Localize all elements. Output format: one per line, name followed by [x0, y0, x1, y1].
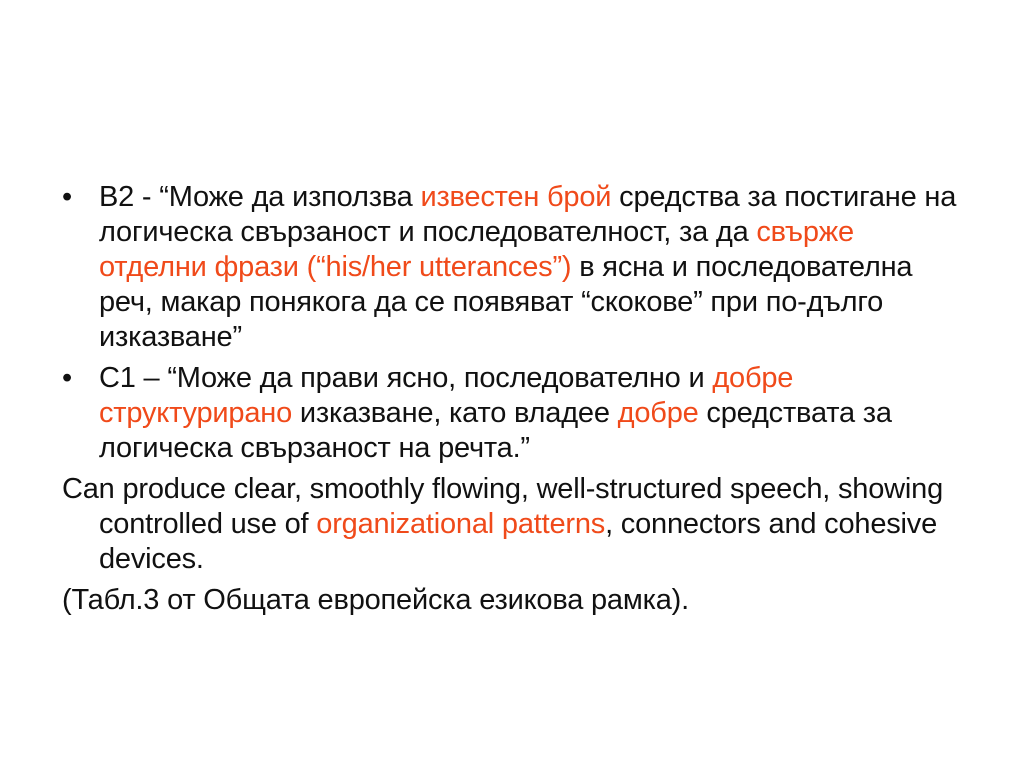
bullet-icon: • — [62, 181, 72, 213]
b2-text-3: в ясна и последователна реч, макар понякога да се появяват “скокове” при по-дълго изказване” — [99, 251, 913, 353]
b2-text-1: B2 - “Може да използва — [99, 181, 421, 213]
en-text-1: Can produce clear, smoothly flowing, well-structured speech, showing controlled use of — [62, 473, 944, 540]
b2-highlight-2: свърже отделни фрази (“his/her utterances”) — [99, 216, 854, 283]
c1-text-3: средствата за логическа свързаност на речта.” — [99, 397, 892, 464]
en-text-2: , connectors and cohesive devices. — [99, 508, 938, 575]
c1-text-1: C1 – “Може да прави ясно, последователно и — [99, 362, 713, 394]
c1-text-2: изказване, като владее — [292, 397, 618, 429]
c1-highlight-1: добре структурирано — [99, 362, 794, 429]
source-text: (Табл.3 от Общата европейска езикова рамка). — [62, 584, 689, 616]
c1-highlight-2: добре — [617, 397, 699, 429]
b2-text-2: средства за постигане на логическа свързаност и последователност, за да — [99, 181, 957, 248]
b2-highlight-1: известен брой — [420, 181, 612, 213]
bullet-icon: • — [62, 362, 72, 394]
bullet-b2 — [62, 180, 962, 355]
en-highlight-1: organizational patterns — [316, 508, 606, 540]
bullet-c1 — [62, 361, 962, 466]
source-note — [62, 583, 962, 618]
slide-content — [62, 180, 962, 624]
english-descriptor — [62, 472, 962, 577]
